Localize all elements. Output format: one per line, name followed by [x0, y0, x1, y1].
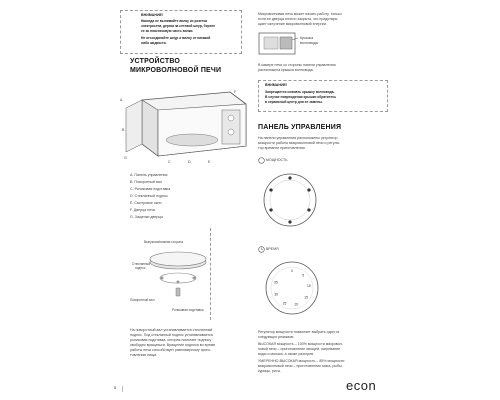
- power-text: новой печи – приготовление овощей, нагревание: [258, 347, 341, 351]
- time-tick-label: 30: [274, 292, 279, 297]
- oven-label: C: [168, 160, 171, 164]
- turntable-label-shaft: Поворотный вал: [130, 298, 155, 302]
- oven-label: G: [124, 156, 127, 160]
- waveguide-cover-illustration: [258, 32, 298, 56]
- microwave-oven-illustration: [122, 86, 250, 166]
- power-text: УМЕРЕННО-ВЫСОКАЯ мощность – 85% мощности: [258, 359, 345, 363]
- warning-line: В случае повреждения крышки обратитесь: [265, 95, 337, 99]
- warning-line: Никогда не вынимайте вилку из розетки: [141, 19, 208, 23]
- parts-list-item: G. Защелки дверцы: [130, 215, 164, 219]
- power-text: курицы, риса.: [258, 369, 281, 373]
- turntable-label-glass: Стеклянный: [132, 262, 151, 266]
- turntable-text: товлению пищи.: [130, 353, 158, 357]
- section-title-panel: ПАНЕЛЬ УПРАВЛЕНИЯ: [258, 124, 342, 131]
- parts-list-item: C. Роликовая подставка: [130, 187, 171, 191]
- power-text: микроволновой печи – приготовление мяса, рыбы,: [258, 364, 343, 368]
- time-tick-label: 25: [282, 301, 287, 306]
- power-dial: [260, 170, 320, 232]
- warning-box-waveguide: [258, 80, 388, 112]
- power-text: Регулятор мощности позволяет выбрать один из: [258, 330, 340, 334]
- time-tick-label: 15: [304, 295, 309, 300]
- warning-line: Не отсоединяйте шнур и вилку от никакой: [141, 36, 211, 40]
- time-tick-label: 20: [294, 302, 299, 307]
- time-tick-label: 5: [302, 273, 305, 278]
- brand-logo: econ: [346, 378, 377, 393]
- warning-line: Запрещается снимать крышку волновода.: [265, 90, 335, 94]
- waveguide-text: расположена крышка волновода.: [258, 68, 314, 72]
- oven-label: A: [120, 98, 123, 102]
- door-text: щает излучение микроволновой энергии.: [258, 22, 327, 26]
- parts-list-item: D. Стеклянный поднос: [130, 194, 168, 198]
- warning-title: ВНИМАНИЕ!: [141, 13, 164, 17]
- page-number: 8: [114, 385, 117, 390]
- panel-text: мощности работы микроволновой печи и регуля-: [258, 141, 340, 145]
- footer-divider: [122, 386, 123, 392]
- warning-line: ее за пластиковую часть вилки.: [141, 29, 194, 33]
- time-dial: [260, 256, 324, 320]
- turntable-label-roller: Роликовая подставка: [172, 308, 204, 312]
- parts-list-item: F. Дверца печи: [130, 208, 155, 212]
- time-tick-label: 0: [291, 269, 293, 274]
- power-label: МОЩНОСТЬ: [266, 158, 288, 162]
- turntable-label-glass: поднос: [135, 266, 146, 270]
- oven-label: F: [234, 90, 237, 94]
- oven-label: B: [122, 128, 125, 132]
- power-text: воды и молока, а также разогрев.: [258, 352, 314, 356]
- panel-text: тор времени приготовления.: [258, 146, 306, 150]
- power-icon: [258, 157, 265, 164]
- time-tick-label: 10: [306, 283, 311, 288]
- turntable-text: работы печи способствует равномерному приго-: [130, 348, 212, 352]
- waveguide-callout: Крышка: [300, 36, 314, 40]
- power-text: следующих режимов:: [258, 335, 294, 339]
- turntable-text: поднос. Под стеклянный поднос устанавливается: [130, 333, 213, 337]
- warning-line: электросети, дергая за сетевой шнур, берите: [141, 24, 216, 28]
- warning-box-plug: [120, 10, 242, 54]
- manual-page: [108, 8, 393, 394]
- warning-line: либо жидкости.: [141, 41, 167, 45]
- section-title-device: МИКРОВОЛНОВОЙ ПЕЧИ: [130, 67, 222, 74]
- warning-line: в сервисный центр для ее замены.: [265, 100, 323, 104]
- panel-text: На панели управления расположены регулятор: [258, 136, 338, 140]
- waveguide-text: В камере печи со стороны панели управления: [258, 63, 336, 67]
- time-label: ВРЕМЯ: [266, 247, 279, 251]
- parts-list-item: B. Поворотный вал: [130, 180, 162, 184]
- turntable-label-top: Выпуклая/нижняя сторона: [144, 240, 184, 244]
- turntable-text: роликовая подставка, которая помогает подносу: [130, 338, 212, 342]
- oven-label: E: [208, 160, 211, 164]
- clock-icon: [258, 246, 265, 253]
- door-text: если ее дверца плотно закрыта, что предотвра-: [258, 17, 339, 21]
- oven-label: D: [188, 160, 191, 164]
- time-tick-label: 35: [274, 280, 278, 285]
- warning-title: ВНИМАНИЕ!: [265, 83, 288, 87]
- waveguide-callout: волновода: [300, 41, 318, 45]
- door-text: Микроволновая печь может начать работу, только: [258, 12, 342, 16]
- power-text: ВЫСОКАЯ мощность – 100% мощности микровол-: [258, 342, 343, 346]
- parts-list-item: E. Смотровое окно: [130, 201, 162, 205]
- parts-list-item: A. Панель управления: [130, 173, 168, 177]
- turntable-text: На поворотный вал устанавливается стеклянный: [130, 328, 213, 332]
- section-title-device: УСТРОЙСТВО: [130, 58, 181, 65]
- turntable-illustration: [148, 248, 218, 308]
- turntable-text: свободно вращаться. Вращение подноса во время: [130, 343, 215, 347]
